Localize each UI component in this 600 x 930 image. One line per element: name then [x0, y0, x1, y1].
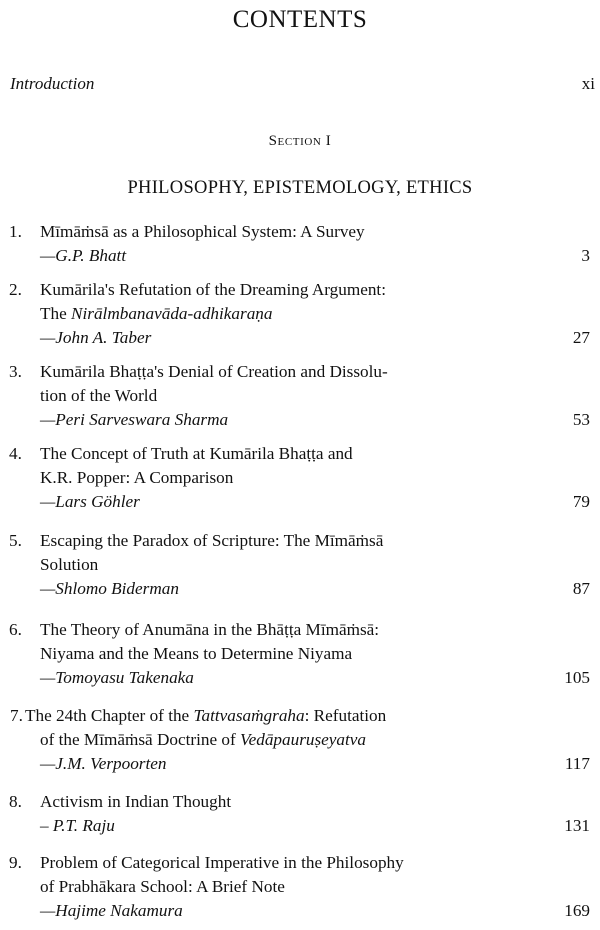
- section-heading: PHILOSOPHY, EPISTEMOLOGY, ETHICS: [127, 178, 473, 198]
- entry-title-line: [40, 302, 518, 326]
- entry-number: 6.: [9, 620, 22, 639]
- entry-number: 4.: [9, 444, 22, 463]
- entry-number: 9.: [9, 853, 22, 872]
- entry-title-line: Problem of Categorical Imperative in the Philosophy: [40, 853, 404, 872]
- entry-author: —Shlomo Biderman: [40, 579, 179, 598]
- entry-number: 8.: [9, 792, 22, 811]
- entry-author: —G.P. Bhatt: [40, 246, 127, 265]
- entry-title-line: Solution: [40, 555, 99, 574]
- entry-author: —Lars Göhler: [40, 492, 140, 511]
- entry-title-line: The Concept of Truth at Kumārila Bhaṭṭa and: [40, 444, 353, 463]
- entry-author: – P.T. Raju: [40, 816, 115, 835]
- entry-page-number: 79: [572, 492, 590, 511]
- entry-author: —Peri Sarveswara Sharma: [40, 410, 229, 429]
- entry-title-text: : Refutation: [304, 706, 387, 725]
- toc-introduction[interactable]: [10, 74, 595, 94]
- section-label: Section I: [268, 133, 332, 149]
- entry-page-number: 131: [564, 816, 590, 835]
- entry-page-number: 117: [564, 754, 590, 773]
- entry-title-italic: Tattvasaṁgraha: [193, 706, 305, 725]
- entry-title-line: tion of the World: [40, 386, 158, 405]
- entry-title-line: Kumārila's Refutation of the Dreaming Argument:: [40, 280, 386, 299]
- entry-author: —Tomoyasu Takenaka: [40, 668, 194, 687]
- entry-title-line: of Prabhākara School: A Brief Note: [40, 877, 285, 896]
- entry-page-number: 169: [564, 901, 590, 920]
- entry-title-line: Escaping the Paradox of Scripture: The Mīmāṁsā: [40, 531, 384, 550]
- entry-author: —J.M. Verpoorten: [40, 754, 167, 773]
- entry-page-number: 3: [581, 246, 590, 265]
- entry-author: —Hajime Nakamura: [40, 901, 183, 920]
- entry-title-text: of the Mīmāṁsā Doctrine of: [40, 730, 240, 749]
- entry-number: 1.: [9, 222, 22, 241]
- entry-title-italic: Nirālmbanavāda-adhikaraṇa: [71, 304, 273, 323]
- page-title: CONTENTS: [232, 6, 368, 33]
- entry-number: 2.: [9, 280, 22, 299]
- entry-page-number: 53: [572, 410, 590, 429]
- entry-page-number: 105: [564, 668, 590, 687]
- entry-page-number: 27: [572, 328, 590, 347]
- entry-title-line: The Theory of Anumāna in the Bhāṭṭa Mīmāṁsā:: [40, 620, 380, 639]
- entry-page-number: 87: [572, 579, 590, 598]
- entry-title-italic: Vedāpauruṣeyatva: [240, 730, 367, 749]
- introduction-label: Introduction: [10, 74, 95, 93]
- entry-title-line: Activism in Indian Thought: [40, 792, 232, 811]
- entry-title-line: Mīmāṁsā as a Philosophical System: A Survey: [40, 222, 365, 241]
- entry-title-line: Kumārila Bhaṭṭa's Denial of Creation and Dissolu-: [40, 362, 388, 381]
- introduction-page-number: xi: [581, 74, 595, 93]
- entry-title-line: Niyama and the Means to Determine Niyama: [40, 644, 353, 663]
- entry-title-text: The 24th Chapter of the: [25, 706, 194, 725]
- entry-title-line: [25, 704, 525, 728]
- entry-author: —John A. Taber: [40, 328, 152, 347]
- entry-number: 7.: [10, 706, 23, 725]
- entry-title-text: The: [40, 304, 72, 323]
- entry-title-line: [25, 728, 525, 752]
- entry-number: 3.: [9, 362, 22, 381]
- entry-number: 5.: [9, 531, 22, 550]
- entry-title-line: K.R. Popper: A Comparison: [40, 468, 234, 487]
